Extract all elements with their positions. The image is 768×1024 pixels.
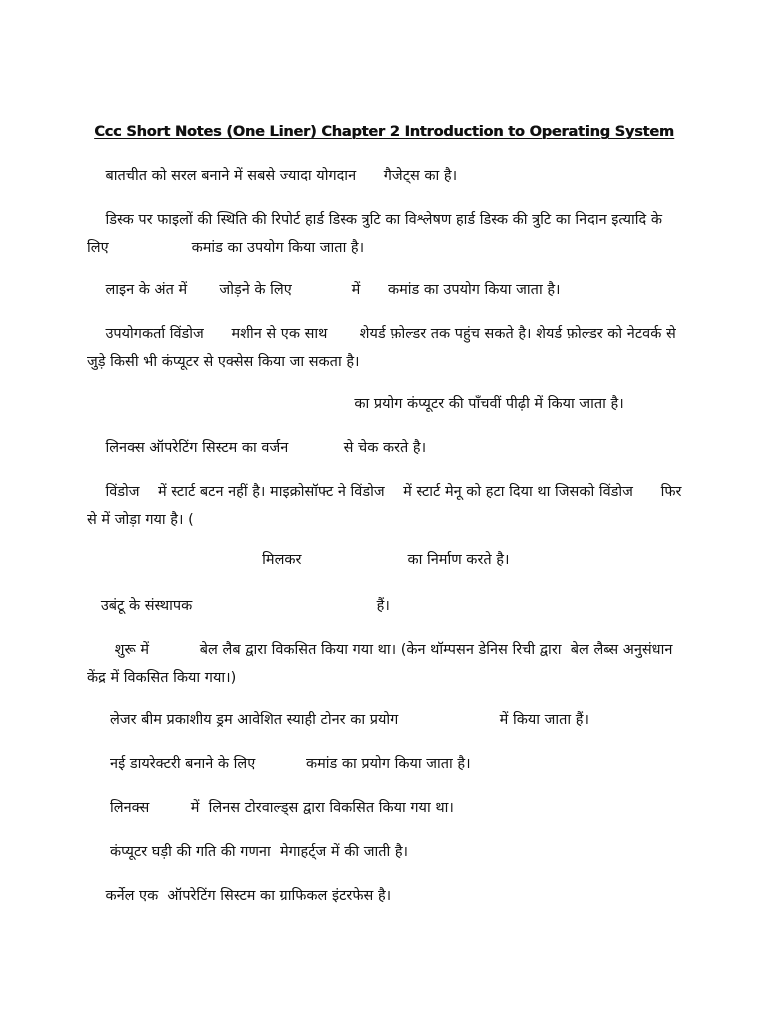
note-2: डिस्क पर फाइलों की स्थिति की रिपोर्ट हार्ड डिस्क त्रुटि का विश्लेषण हार्ड डिस्क की त्रुटि का निदान इत्यादि के लिए कमांड का उपयोग किया जाता है। [87,212,667,256]
note-3: लाइन के अंत में जोड़ने के लिए में कमांड का उपयोग किया जाता है। [87,282,561,298]
note-9: उबंटू के संस्थापक हैं। [87,598,390,614]
note-10: शुरू में बेल लैब द्वारा विकसित किया गया था। (केन थॉम्पसन डेनिस रिची द्वारा बेल लैब्स अनुसंधान केंद्र में विकसित किया गया।) [87,642,678,686]
note-5: का प्रयोग कंप्यूटर की पाँचवीं पीढ़ी में किया जाता है। [87,396,624,412]
note-4: उपयोगकर्ता विंडोज मशीन से एक साथ शेयर्ड फ़ोल्डर तक पहुंच सकते है। शेयर्ड फ़ोल्डर को नेटवर्क से जुड़े किसी भी कंप्यूटर से एक्सेस किया जा सकता है। [87,326,681,370]
document-title: Ccc Short Notes (One Liner) Chapter 2 Introduction to Operating System [94,124,674,140]
note-12: नई डायरेक्टरी बनाने के लिए कमांड का प्रयोग किया जाता है। [87,756,471,772]
note-1: बातचीत को सरल बनाने में सबसे ज्यादा योगदान गैजेट्स का है। [87,168,458,184]
note-14: कंप्यूटर घड़ी की गति की गणना मेगाहर्ट्ज में की जाती है। [87,844,409,860]
note-8: मिलकर का निर्माण करते है। [87,552,510,568]
note-13: लिनक्स में लिनस टोरवाल्ड्स द्वारा विकसित किया गया था। [87,800,454,816]
note-6: लिनक्स ऑपरेटिंग सिस्टम का वर्जन से चेक करते है। [87,440,427,456]
note-15: कर्नेल एक ऑपरेटिंग सिस्टम का ग्राफिकल इंटरफेस है। [87,888,392,904]
note-7: विंडोज में स्टार्ट बटन नहीं है। माइक्रोसॉफ्ट ने विंडोज में स्टार्ट मेनू को हटा दिया था जिसको विंडोज फिर से में जोड़ा गया है। ( [87,484,687,528]
note-11: लेजर बीम प्रकाशीय ड्रम आवेशित स्याही टोनर का प्रयोग में किया जाता हैं। [87,712,589,728]
